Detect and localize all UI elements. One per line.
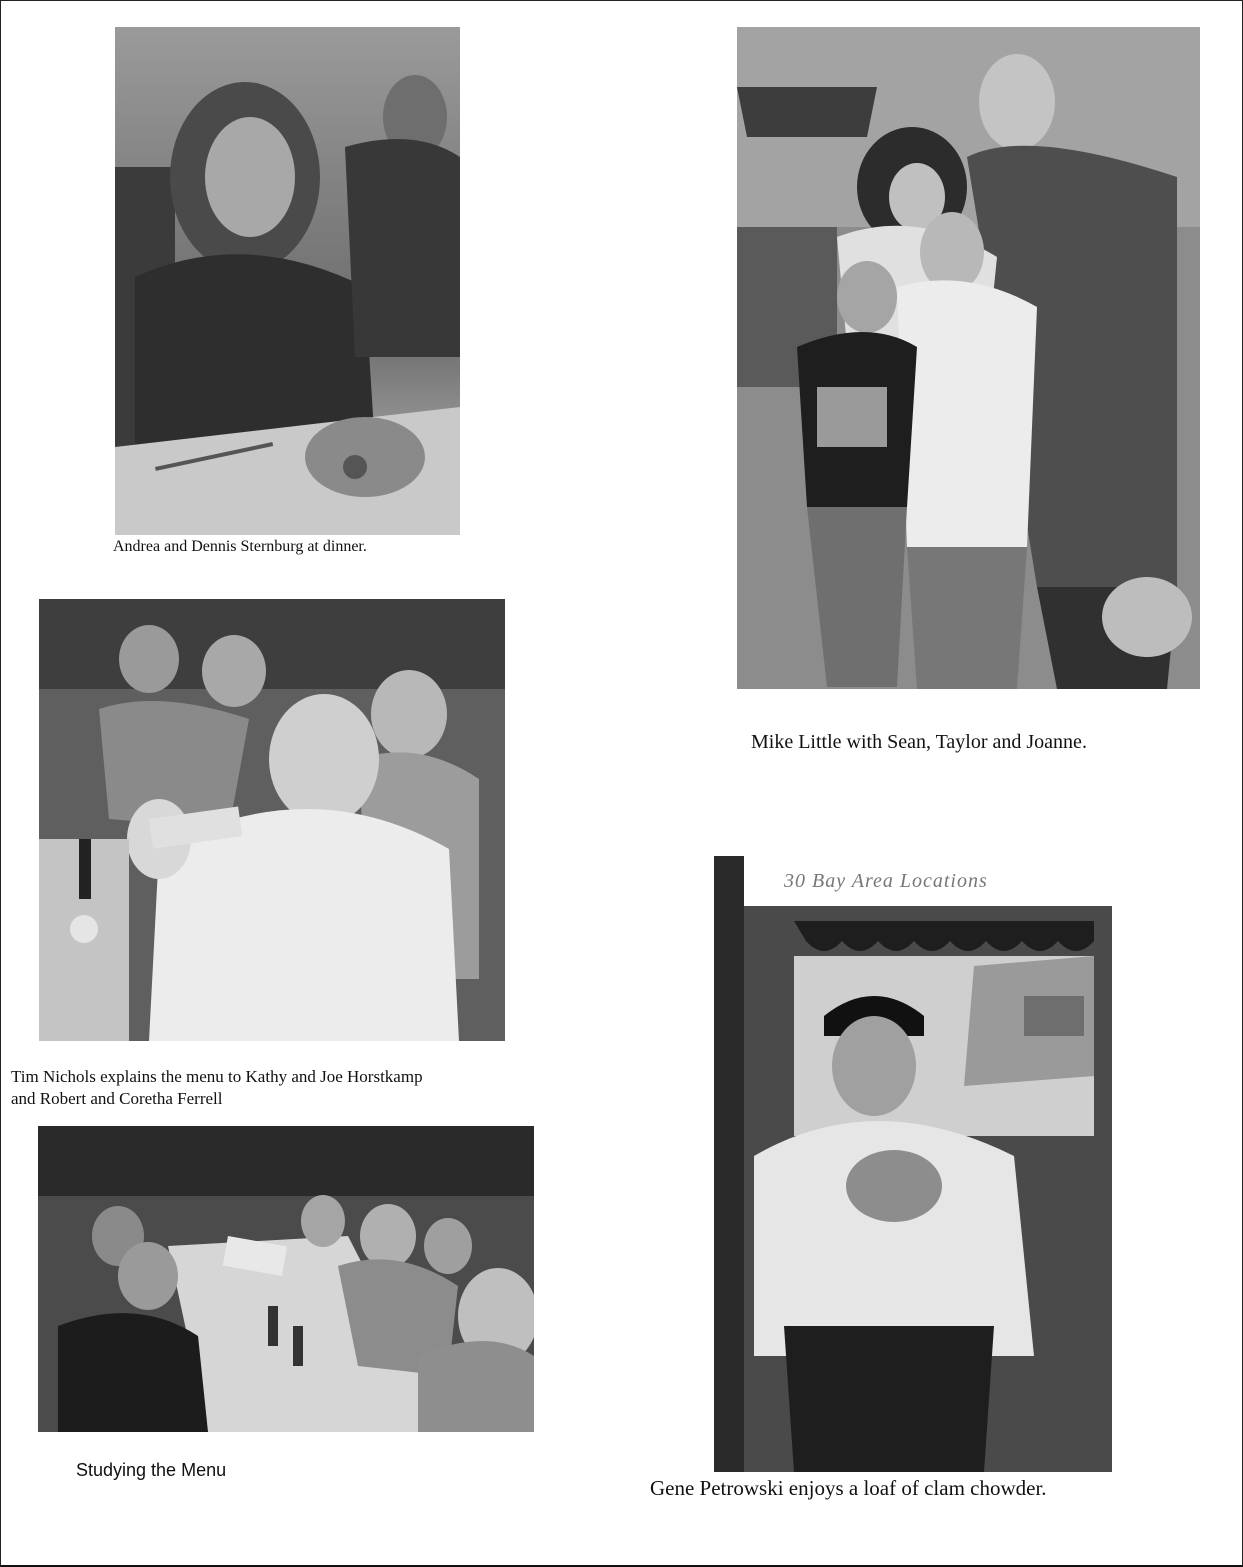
photo-nichols (39, 599, 505, 1041)
caption-petrowski: Gene Petrowski enjoys a loaf of clam chowder. (650, 1476, 1047, 1500)
sign-text: 30 Bay Area Locations (784, 870, 988, 892)
photo-menu (38, 1126, 534, 1432)
caption-menu: Studying the Menu (76, 1460, 227, 1480)
photo-sternburg (115, 27, 460, 535)
caption-nichols-line1: Tim Nichols explains the menu to Kathy and Joe Horstkamp (11, 1067, 423, 1086)
caption-nichols-line2: and Robert and Coretha Ferrell (11, 1089, 223, 1108)
caption-little: Mike Little with Sean, Taylor and Joanne. (751, 731, 1087, 753)
photo-petrowski (714, 856, 1112, 1472)
photo-little (737, 27, 1200, 689)
caption-sternburg: Andrea and Dennis Sternburg at dinner. (113, 538, 367, 555)
